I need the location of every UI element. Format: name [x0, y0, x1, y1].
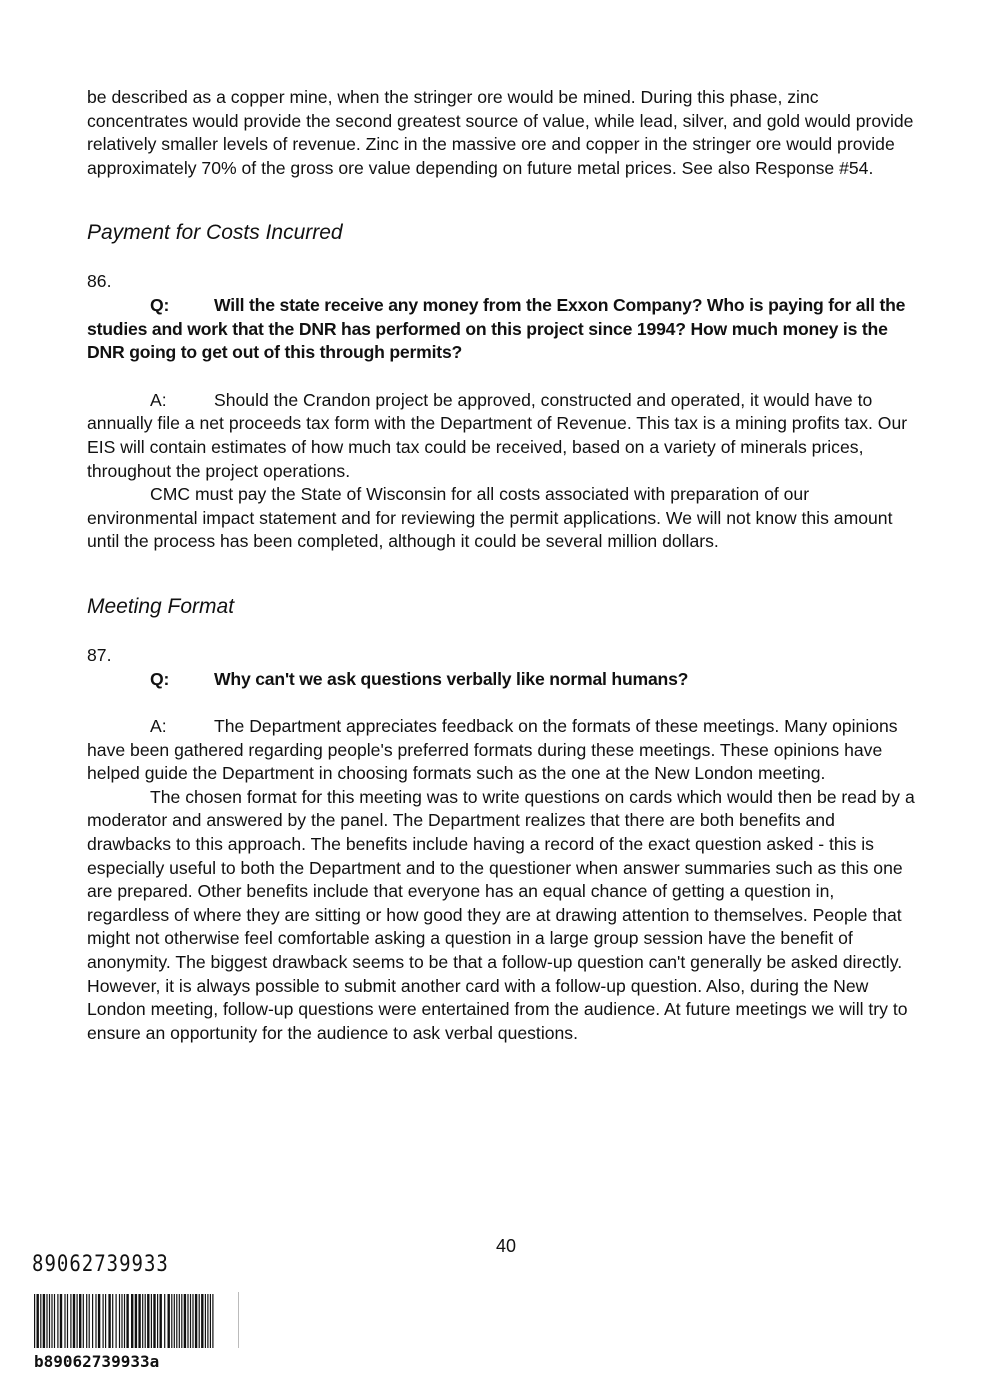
barcode-bar	[164, 1294, 165, 1348]
answer-label: A:	[150, 716, 167, 737]
barcode-bar	[95, 1294, 96, 1348]
barcode-bar	[168, 1294, 170, 1348]
barcode-bar	[108, 1294, 110, 1348]
barcode-bar	[179, 1294, 180, 1348]
answer-paragraph: CMC must pay the State of Wisconsin for all costs associated with preparation of our environmental impact statement and for reviewing the permit applications. We will not know this amount until the process has been completed, although it could be several million dollars.	[87, 484, 893, 552]
barcode-bar	[119, 1294, 120, 1348]
barcode-bar	[147, 1294, 149, 1348]
barcode-bar	[121, 1294, 122, 1348]
barcode-bar	[105, 1294, 106, 1348]
barcode-bar	[131, 1294, 133, 1348]
barcode-bar	[212, 1294, 213, 1348]
page-content	[87, 86, 919, 1045]
barcode-bar	[210, 1294, 211, 1348]
barcode	[32, 1294, 218, 1348]
barcode-bar	[126, 1294, 128, 1348]
barcode-bar	[60, 1294, 62, 1348]
barcode-bar	[51, 1294, 52, 1348]
answer-paragraph: The chosen format for this meeting was to write questions on cards which would then be read by a moderator and answered by the panel. The Department realizes that there are both benefits and drawbacks to this approach. The benefits include having a record of the exact question asked - this is especially useful to both the Department and to the questioner when answer summaries such as this one are prepared. Other benefits include that everyone has an equal chance of getting a question in, regardless of where they are sitting or how good they are at drawing attention to themselves. People that might not otherwise feel comfortable asking a question in a large group session have the benefit of anonymity. The biggest drawback seems to be that a follow-up question can't generally be asked directly. However, it is always possible to submit another card with a follow-up question. Also, during the New London meeting, follow-up questions were entertained from the audience. At future meetings we will try to ensure an opportunity for the audience to ask verbal questions.	[87, 786, 915, 1043]
barcode-bar	[157, 1294, 158, 1348]
barcode-bar	[34, 1294, 35, 1348]
barcode-bar	[153, 1294, 155, 1348]
barcode-bar	[207, 1294, 208, 1348]
barcode-bar	[187, 1294, 188, 1348]
margin-mark	[238, 1292, 239, 1348]
question-body: Why can't we ask questions verbally like normal humans?	[214, 668, 689, 689]
question-number: 87.	[87, 644, 112, 665]
barcode-bar	[92, 1294, 93, 1348]
section-heading-payment: Payment for Costs Incurred	[87, 221, 343, 245]
barcode-bar	[70, 1294, 71, 1348]
barcode-bar	[171, 1294, 172, 1348]
barcode-bar	[201, 1294, 203, 1348]
barcode-bar	[116, 1294, 117, 1348]
answer-body: Should the Crandon project be approved, constructed and operated, it would have to annually file a net proceeds tax form with the Department of Revenue. This tax is a mining profits tax. Our EIS will contain estimates of how much tax could be received, based on a variety of minerals prices, throughout the project operations.	[87, 389, 908, 481]
barcode-text: b89062739933a	[34, 1352, 160, 1371]
barcode-bar	[190, 1294, 191, 1348]
barcode-bar	[103, 1294, 104, 1348]
barcode-bar	[160, 1294, 162, 1348]
barcode-bar	[195, 1294, 197, 1348]
answer-body: The Department appreciates feedback on the formats of these meetings. Many opinions have been gathered regarding people's preferred formats during these meetings. These opinions have helped guide the Department in choosing formats such as the one at the New London meeting.	[87, 716, 898, 784]
barcode-bar	[142, 1294, 143, 1348]
barcode-bar	[73, 1294, 75, 1348]
barcode-bar	[135, 1294, 137, 1348]
barcode-bar	[79, 1294, 81, 1348]
barcode-bar	[77, 1294, 78, 1348]
barcode-bar	[192, 1294, 193, 1348]
barcode-bar	[112, 1294, 113, 1348]
barcode-bar	[145, 1294, 146, 1348]
barcode-bar	[199, 1294, 200, 1348]
answer-paragraph	[87, 715, 919, 786]
barcode-bar	[89, 1294, 90, 1348]
question-number: 86.	[87, 271, 112, 292]
barcode-bar	[124, 1294, 125, 1348]
question-body: Will the state receive any money from the Exxon Company? Who is paying for all the studies and work that the DNR has performed on this project since 1994? How much money is the DNR going to get out of this through permits?	[87, 294, 906, 363]
barcode-bar	[86, 1294, 87, 1348]
barcode-bar	[37, 1294, 39, 1348]
barcode-bar	[43, 1294, 45, 1348]
barcode-bar	[54, 1294, 55, 1348]
barcode-bar	[57, 1294, 58, 1348]
barcode-bar	[181, 1294, 182, 1348]
question-text	[87, 668, 919, 692]
barcode-bar	[138, 1294, 140, 1348]
barcode-bar	[176, 1294, 177, 1348]
barcode-bar	[205, 1294, 206, 1348]
answer-label: A:	[150, 389, 167, 410]
question-label: Q:	[150, 668, 170, 689]
barcode-bar	[49, 1294, 50, 1348]
intro-paragraph: be described as a copper mine, when the stringer ore would be mined. During this phase, zinc concentrates would provide the second greatest source of value, while lead, silver, and gold would provide relatively smaller levels of revenue. Zinc in the massive ore and copper in the stringer ore would provide approximately 70% of the gross ore value depending on future metal prices. See also Response #54.	[87, 87, 914, 178]
handwritten-id: 89062739933	[32, 1251, 169, 1277]
barcode-bar	[98, 1294, 100, 1348]
page-number: 40	[496, 1236, 517, 1256]
barcode-bar	[184, 1294, 186, 1348]
barcode-bar	[151, 1294, 152, 1348]
question-label: Q:	[150, 294, 170, 315]
answer-paragraph	[87, 389, 919, 483]
barcode-bar	[67, 1294, 68, 1348]
section-heading-meeting-format: Meeting Format	[87, 594, 235, 618]
barcode-bar	[40, 1294, 41, 1348]
barcode-bar	[46, 1294, 47, 1348]
barcode-bar	[83, 1294, 84, 1348]
barcode-bar	[174, 1294, 175, 1348]
question-text	[87, 294, 919, 365]
barcode-bar	[64, 1294, 65, 1348]
